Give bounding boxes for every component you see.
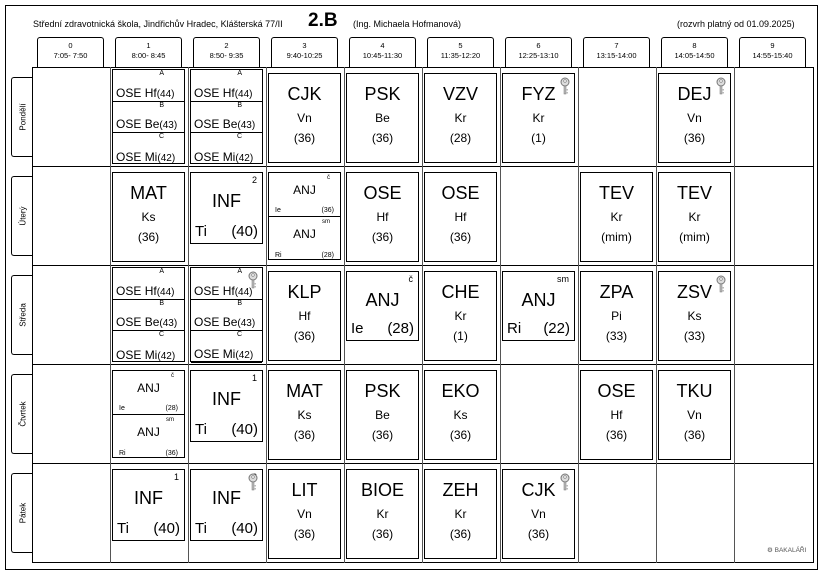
subject: INF: [134, 488, 163, 508]
teacher: Ie: [351, 320, 364, 337]
period-number: 4: [380, 41, 385, 50]
lesson-cell[interactable]: [190, 69, 263, 164]
student-count: (36): [293, 329, 316, 343]
subject: OSE: [194, 283, 220, 298]
student-count: (43): [159, 120, 178, 131]
group-label: B: [159, 101, 164, 109]
teacher-count-line: [195, 520, 258, 537]
key-icon: [247, 271, 259, 289]
lesson-line: [116, 315, 177, 329]
subject: OSE: [194, 117, 220, 131]
group-label: A: [237, 70, 242, 77]
subject: OSE: [194, 149, 220, 164]
school-name: Střední zdravotnická škola, Jindřichův Hradec, Klášterská 77/II: [33, 19, 283, 29]
subject: OSE: [363, 183, 402, 203]
student-count: (40): [231, 520, 258, 537]
student-count: (22): [543, 320, 570, 337]
group-label: A: [159, 268, 164, 275]
column-divider: [422, 67, 423, 563]
period-header-4: [349, 37, 416, 67]
subject: INF: [212, 389, 241, 409]
period-number: 0: [68, 41, 73, 50]
column-divider: [500, 67, 501, 563]
student-count: (33): [683, 329, 706, 343]
student-count: (40): [231, 223, 258, 240]
teacher: Vn: [687, 111, 702, 125]
group-label: 2: [251, 175, 257, 185]
lesson-cell[interactable]: [502, 469, 575, 559]
subject: OSE: [194, 85, 220, 100]
period-time: 14:55-15:40: [752, 51, 793, 60]
subject: ZSV: [676, 282, 712, 302]
period-header-6: [505, 37, 572, 67]
teacher: Kr: [454, 309, 467, 323]
teacher: Hf: [610, 408, 623, 422]
row-divider: [32, 265, 814, 266]
subject: MAT: [286, 381, 323, 401]
subject: CJK: [287, 84, 322, 104]
lesson-cell[interactable]: [424, 370, 497, 460]
lesson-line: [194, 347, 253, 361]
subject: ANJ: [137, 381, 160, 395]
lesson-cell[interactable]: [268, 73, 341, 163]
lesson-cell[interactable]: [190, 469, 263, 541]
teacher: Mi: [222, 346, 236, 361]
student-count: (36): [527, 527, 550, 541]
subject: PSK: [364, 381, 401, 401]
period-time: 14:05-14:50: [674, 51, 715, 60]
group-label: A: [159, 70, 164, 77]
lesson-cell[interactable]: [502, 73, 575, 163]
teacher: Hf: [222, 283, 235, 298]
class-teacher: (Ing. Michaela Hofmanová): [353, 19, 462, 29]
teacher: Kr: [532, 111, 545, 125]
subject: TKU: [676, 381, 713, 401]
student-count: (44): [156, 88, 175, 100]
period-time: 12:25-13:10: [518, 51, 559, 60]
teacher: Ri: [275, 252, 282, 259]
column-divider: [266, 67, 267, 563]
lesson-split-group[interactable]: [113, 300, 184, 332]
teacher: Be: [222, 117, 238, 131]
student-count: (36): [371, 230, 394, 244]
day-label-fri: [11, 473, 33, 553]
teacher: Kr: [688, 210, 701, 224]
subject: OSE: [194, 346, 220, 361]
subject: TEV: [676, 183, 712, 203]
day-label-thu: [11, 374, 33, 454]
lesson-cell[interactable]: [346, 469, 419, 559]
student-count: (36): [449, 230, 472, 244]
key-icon: [559, 77, 571, 95]
day-name: Úterý: [18, 206, 27, 226]
period-number: 2: [224, 41, 229, 50]
period-time: 10:45-11:30: [362, 51, 403, 60]
lesson-split-group[interactable]: [113, 133, 184, 165]
subject: OSE: [116, 283, 142, 298]
subject: ANJ: [521, 290, 556, 310]
period-time: 11:35-12:20: [440, 51, 481, 60]
lesson-line: [116, 150, 175, 164]
teacher: Kr: [610, 210, 623, 224]
subject: VZV: [442, 84, 478, 104]
period-header-7: [583, 37, 650, 67]
student-count: (43): [159, 318, 178, 329]
lesson-split-group[interactable]: [113, 70, 184, 102]
teacher: Ti: [195, 520, 207, 537]
period-header-5: [427, 37, 494, 67]
group-label: sm: [166, 417, 174, 423]
period-time: 8:50- 9:35: [209, 51, 244, 60]
lesson-line: [194, 150, 253, 164]
student-count: (44): [234, 286, 253, 298]
lesson-cell[interactable]: [190, 267, 263, 362]
lesson-cell[interactable]: [658, 172, 731, 262]
teacher: Ri: [119, 450, 126, 457]
student-count: (43): [237, 120, 256, 131]
student-count: (43): [237, 318, 256, 329]
student-count: (44): [156, 286, 175, 298]
subject: ANJ: [137, 425, 160, 439]
student-count: (36): [605, 428, 628, 442]
student-count: (36): [321, 207, 334, 214]
day-label-tue: [11, 176, 33, 256]
key-icon: [715, 77, 727, 95]
group-label: C: [158, 331, 164, 338]
student-count: (42): [235, 349, 254, 361]
student-count: (42): [235, 152, 254, 164]
lesson-cell[interactable]: [268, 172, 341, 260]
lesson-cell[interactable]: [268, 469, 341, 559]
key-icon: [247, 473, 259, 491]
teacher: Hf: [144, 85, 157, 100]
subject: TEV: [598, 183, 634, 203]
lesson-split-group[interactable]: [191, 102, 262, 134]
period-number: 1: [146, 41, 151, 50]
student-count: (36): [371, 131, 394, 145]
lesson-cell[interactable]: [580, 370, 653, 460]
lesson-cell[interactable]: [580, 172, 653, 262]
lesson-cell[interactable]: [580, 271, 653, 361]
subject: EKO: [441, 381, 480, 401]
group-label: č: [171, 373, 174, 379]
group-label: B: [237, 101, 242, 109]
lesson-split-group[interactable]: [269, 217, 340, 261]
student-count: (28): [321, 252, 334, 259]
teacher: Ks: [453, 408, 468, 422]
subject: OSE: [116, 347, 142, 362]
lesson-line: [116, 117, 177, 131]
group-label: A: [237, 268, 242, 275]
student-count: (36): [371, 527, 394, 541]
group-label: 1: [251, 373, 257, 383]
subject: ANJ: [365, 290, 400, 310]
subject: CJK: [521, 480, 556, 500]
lesson-cell[interactable]: [346, 172, 419, 262]
subject: LIT: [291, 480, 318, 500]
teacher: Be: [222, 315, 238, 329]
subject: INF: [212, 191, 241, 211]
period-time: 7:05- 7:50: [53, 51, 88, 60]
teacher: Kr: [454, 507, 467, 521]
student-count: (36): [293, 131, 316, 145]
student-count: (36): [449, 428, 472, 442]
lesson-cell[interactable]: [190, 172, 263, 244]
day-label-mon: [11, 77, 33, 157]
lesson-split-group[interactable]: [113, 331, 184, 363]
teacher: Hf: [298, 309, 311, 323]
teacher: Hf: [144, 283, 157, 298]
period-number: 5: [458, 41, 463, 50]
group-label: sm: [322, 219, 330, 225]
teacher: Be: [375, 408, 390, 422]
teacher: Vn: [531, 507, 546, 521]
lesson-line: [116, 348, 175, 362]
key-icon: [559, 473, 571, 491]
teacher: Hf: [376, 210, 389, 224]
column-divider: [656, 67, 657, 563]
group-label: č: [408, 274, 413, 284]
student-count: (36): [293, 527, 316, 541]
period-number: 6: [536, 41, 541, 50]
group-label: C: [158, 133, 164, 140]
subject: OSE: [441, 183, 480, 203]
lesson-line: [194, 117, 255, 131]
lesson-split-group[interactable]: [113, 415, 184, 459]
row-divider: [32, 166, 814, 167]
subject: OSE: [116, 117, 142, 131]
lesson-cell[interactable]: [658, 271, 731, 361]
group-label: B: [159, 299, 164, 307]
brand-name: BAKALÁŘI: [774, 547, 807, 554]
teacher: Mi: [144, 347, 158, 362]
column-divider: [110, 67, 111, 563]
teacher: Ti: [117, 520, 129, 537]
lesson-split-group[interactable]: [191, 300, 262, 332]
student-count: (36): [137, 230, 160, 244]
subject: DEJ: [677, 84, 712, 104]
period-time: 8:00- 8:45: [131, 51, 166, 60]
group-label: 1: [173, 472, 179, 482]
student-count: (40): [231, 421, 258, 438]
lesson-cell[interactable]: [658, 73, 731, 163]
teacher: Ie: [275, 207, 281, 214]
lesson-cell[interactable]: [190, 370, 263, 442]
teacher: Vn: [687, 408, 702, 422]
period-header-2: [193, 37, 260, 67]
valid-from: (rozvrh platný od 01.09.2025): [677, 19, 795, 29]
teacher: Hf: [454, 210, 467, 224]
teacher: Ri: [507, 320, 522, 337]
lesson-cell[interactable]: [112, 370, 185, 458]
lesson-cell[interactable]: [346, 271, 419, 341]
column-divider: [188, 67, 189, 563]
student-count: (28): [387, 320, 414, 337]
teacher: Mi: [222, 149, 236, 164]
student-count: (1): [531, 131, 546, 145]
teacher: Mi: [144, 149, 158, 164]
subject: MAT: [130, 183, 167, 203]
teacher-count-line: [351, 320, 414, 337]
student-count: (36): [683, 428, 706, 442]
period-header-8: [661, 37, 728, 67]
day-label-wed: [11, 275, 33, 355]
student-count: (36): [293, 428, 316, 442]
lesson-split-group[interactable]: [191, 331, 262, 363]
lesson-line: [116, 86, 174, 100]
column-divider: [578, 67, 579, 563]
lesson-cell[interactable]: [112, 172, 185, 262]
student-count: (28): [449, 131, 472, 145]
lesson-cell[interactable]: [424, 469, 497, 559]
subject: ZEH: [442, 480, 479, 500]
group-label: C: [236, 331, 242, 338]
teacher: Kr: [376, 507, 389, 521]
teacher-count-line: [195, 421, 258, 438]
lesson-cell[interactable]: [424, 73, 497, 163]
teacher: Vn: [297, 507, 312, 521]
day-name: Pondělí: [18, 103, 27, 131]
gear-icon: ⚙: [767, 547, 773, 554]
teacher: Ti: [195, 421, 207, 438]
class-name: 2.B: [308, 10, 338, 31]
lesson-split-group[interactable]: [191, 133, 262, 165]
lesson-cell[interactable]: [268, 370, 341, 460]
lesson-cell[interactable]: [424, 271, 497, 361]
lesson-split-group[interactable]: [113, 102, 184, 134]
lesson-split-group[interactable]: [113, 371, 184, 415]
group-label: B: [237, 299, 242, 307]
student-count: (36): [165, 450, 178, 457]
group-label: č: [327, 175, 330, 181]
teacher: Ks: [297, 408, 312, 422]
teacher: Pi: [611, 309, 622, 323]
column-divider: [344, 67, 345, 563]
period-header-1: [115, 37, 182, 67]
subject: OSE: [116, 149, 142, 164]
subject: ANJ: [293, 227, 316, 241]
teacher: Ie: [119, 405, 125, 412]
day-name: Středa: [18, 303, 27, 327]
row-divider: [32, 463, 814, 464]
teacher: Be: [144, 315, 160, 329]
teacher: Be: [375, 111, 390, 125]
student-count: (33): [605, 329, 628, 343]
lesson-split-group[interactable]: [113, 268, 184, 300]
subject: BIOE: [360, 480, 404, 500]
lesson-line: [116, 284, 174, 298]
day-name: Čtvrtek: [18, 401, 27, 427]
period-number: 9: [770, 41, 775, 50]
key-icon: [715, 275, 727, 293]
student-count: (1): [453, 329, 468, 343]
lesson-cell[interactable]: [502, 271, 575, 341]
subject: INF: [212, 488, 241, 508]
lesson-cell[interactable]: [424, 172, 497, 262]
subject: OSE: [194, 315, 220, 329]
student-count: (42): [157, 152, 176, 164]
teacher-count-line: [117, 520, 180, 537]
subject: ZPA: [599, 282, 634, 302]
student-count: (28): [165, 405, 178, 412]
teacher: Hf: [222, 85, 235, 100]
lesson-cell[interactable]: [658, 370, 731, 460]
teacher: Ti: [195, 223, 207, 240]
subject: FYZ: [521, 84, 556, 104]
lesson-cell[interactable]: [268, 271, 341, 361]
lesson-line: [194, 86, 252, 100]
group-label: sm: [557, 274, 569, 284]
lesson-line: [194, 315, 255, 329]
teacher-count-line: [507, 320, 570, 337]
subject: OSE: [116, 315, 142, 329]
teacher: Ks: [141, 210, 156, 224]
period-header-9: [739, 37, 806, 67]
period-header-0: [37, 37, 104, 67]
student-count: (36): [449, 527, 472, 541]
column-divider: [734, 67, 735, 563]
period-header-3: [271, 37, 338, 67]
period-number: 8: [692, 41, 697, 50]
period-time: 13:15-14:00: [596, 51, 637, 60]
lesson-cell[interactable]: [346, 370, 419, 460]
period-number: 7: [614, 41, 619, 50]
student-count: (44): [234, 88, 253, 100]
group-label: C: [236, 133, 242, 140]
subject: PSK: [364, 84, 401, 104]
student-count: (mim): [601, 230, 632, 244]
bakalari-logo: [767, 546, 806, 554]
lesson-cell[interactable]: [112, 469, 185, 541]
subject: CHE: [441, 282, 480, 302]
lesson-split-group[interactable]: [269, 173, 340, 217]
teacher: Ks: [687, 309, 702, 323]
student-count: (40): [153, 520, 180, 537]
period-number: 3: [302, 41, 307, 50]
student-count: (36): [683, 131, 706, 145]
student-count: (mim): [679, 230, 710, 244]
lesson-line: [194, 284, 252, 298]
row-divider: [32, 364, 814, 365]
lesson-cell[interactable]: [112, 69, 185, 164]
student-count: (36): [371, 428, 394, 442]
subject: ANJ: [293, 183, 316, 197]
lesson-split-group[interactable]: [191, 70, 262, 102]
subject: OSE: [597, 381, 636, 401]
day-name: Pátek: [18, 502, 27, 524]
subject: OSE: [116, 85, 142, 100]
lesson-cell[interactable]: [346, 73, 419, 163]
teacher: Vn: [297, 111, 312, 125]
student-count: (42): [157, 350, 176, 362]
teacher: Be: [144, 117, 160, 131]
teacher-count-line: [195, 223, 258, 240]
lesson-cell[interactable]: [112, 267, 185, 362]
period-time: 9:40-10:25: [286, 51, 323, 60]
subject: KLP: [287, 282, 322, 302]
teacher: Kr: [454, 111, 467, 125]
